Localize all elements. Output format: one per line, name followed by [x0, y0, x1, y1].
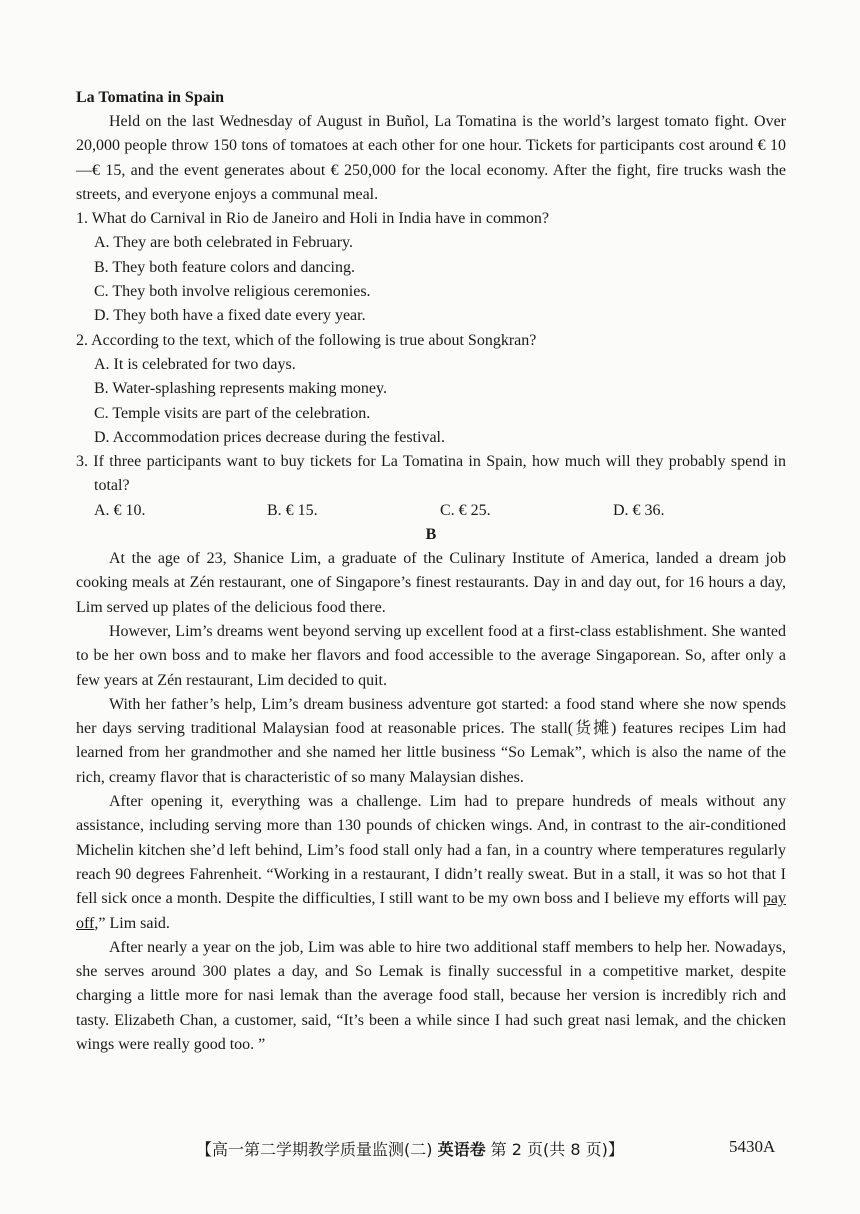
option-a: A. € 10.	[94, 501, 146, 519]
footer-page-number: 第 2 页(共 8 页)】	[485, 1140, 624, 1159]
option-c: C. They both involve religious ceremonies.	[94, 283, 371, 301]
option-a: A. They are both celebrated in February.	[94, 234, 354, 252]
page-footer	[0, 1137, 860, 1159]
passage-paragraph: With her father’s help, Lim’s dream business adventure got started: a food stand where she now spends her days serving traditional Malaysian food at reasonable prices. The stall(货摊) features recipes Lim had learned from her grandmother and she named her little business “So Lemak”, which is also the name of the rich, creamy flavor that is characteristic of so many Malaysian dishes.	[76, 695, 786, 786]
passage-paragraph: However, Lim’s dreams went beyond serving up excellent food at a first-class establishment. She wanted to be her own boss and to make her flavors and food accessible to the average Singaporean. So, after only a few years at Zén restaurant, Lim decided to quit.	[76, 622, 786, 689]
option-a: A. It is celebrated for two days.	[94, 355, 296, 373]
passage-paragraph: After nearly a year on the job, Lim was able to hire two additional staff members to help her. Nowadays, she serves around 300 plates a day, and So Lemak is finally successful in a competitive market, despite charging a little more for nasi lemak than the average food stall, because her version is incredibly rich and tasty. Elizabeth Chan, a customer, said, “It’s been a while since I had such great nasi lemak, and the chicken wings were really good too. ”	[76, 938, 786, 1053]
page-content	[76, 86, 786, 1057]
footer-label	[196, 1137, 624, 1160]
question-3	[76, 450, 786, 523]
option-d: D. They both have a fixed date every year.	[94, 307, 366, 325]
footer-code: 5430A	[729, 1137, 776, 1156]
footer-exam-name: 【高一第二学期教学质量监测(二)	[196, 1140, 438, 1159]
option-c: C. € 25.	[440, 501, 491, 519]
footer-subject: 英语卷	[437, 1140, 486, 1159]
passage-title: La Tomatina in Spain	[76, 89, 225, 106]
option-d: D. € 36.	[613, 501, 665, 519]
option-b: B. € 15.	[267, 501, 318, 519]
question-stem: 3. If three participants want to buy tickets for La Tomatina in Spain, how much will they probably spend in total?	[76, 453, 786, 495]
paragraph-text: After opening it, everything was a challenge. Lim had to prepare hundreds of meals without any assistance, including serving more than 130 pounds of chicken wings. And, in contrast to the air-conditioned Michelin kitchen she’d left behind, Lim’s food stall only had a fan, in a country where temperatures regularly reach 90 degrees Fahrenheit. “Working in a restaurant, I didn’t really sweat. But in a stall, it was so hot that I fell sick once a month. Despite the difficulties, I still want to be my own boss and I believe my efforts will	[76, 793, 786, 908]
section-heading: B	[425, 526, 437, 544]
option-c: C. Temple visits are part of the celebration.	[94, 404, 371, 422]
question-stem: 2. According to the text, which of the following is true about Songkran?	[76, 331, 537, 349]
question-stem: 1. What do Carnival in Rio de Janeiro and Holi in India have in common?	[76, 210, 549, 228]
option-b: B. Water-splashing represents making money.	[94, 380, 387, 398]
option-b: B. They both feature colors and dancing.	[94, 258, 355, 276]
question-1	[76, 207, 786, 328]
passage-paragraph: Held on the last Wednesday of August in Buñol, La Tomatina is the world’s largest tomato fight. Over 20,000 people throw 150 tons of tomatoes at each other for one hour. Tickets for participants cost around € 10—€ 15, and the event generates about € 250,000 for the local economy. After the fight, fire trucks wash the streets, and everyone enjoys a communal meal.	[76, 113, 786, 203]
options-row	[76, 499, 786, 523]
question-2	[76, 329, 786, 450]
passage-paragraph: At the age of 23, Shanice Lim, a graduate of the Culinary Institute of America, landed a dream job cooking meals at Zén restaurant, one of Singapore’s finest restaurants. Day in and day out, for 16 hours a day, Lim served up plates of the delicious food there.	[76, 550, 786, 616]
paragraph-text: ,” Lim said.	[94, 914, 170, 932]
passage-paragraph	[76, 790, 786, 936]
underlined-phrase: pay off	[76, 890, 786, 932]
option-d: D. Accommodation prices decrease during the festival.	[94, 428, 445, 446]
